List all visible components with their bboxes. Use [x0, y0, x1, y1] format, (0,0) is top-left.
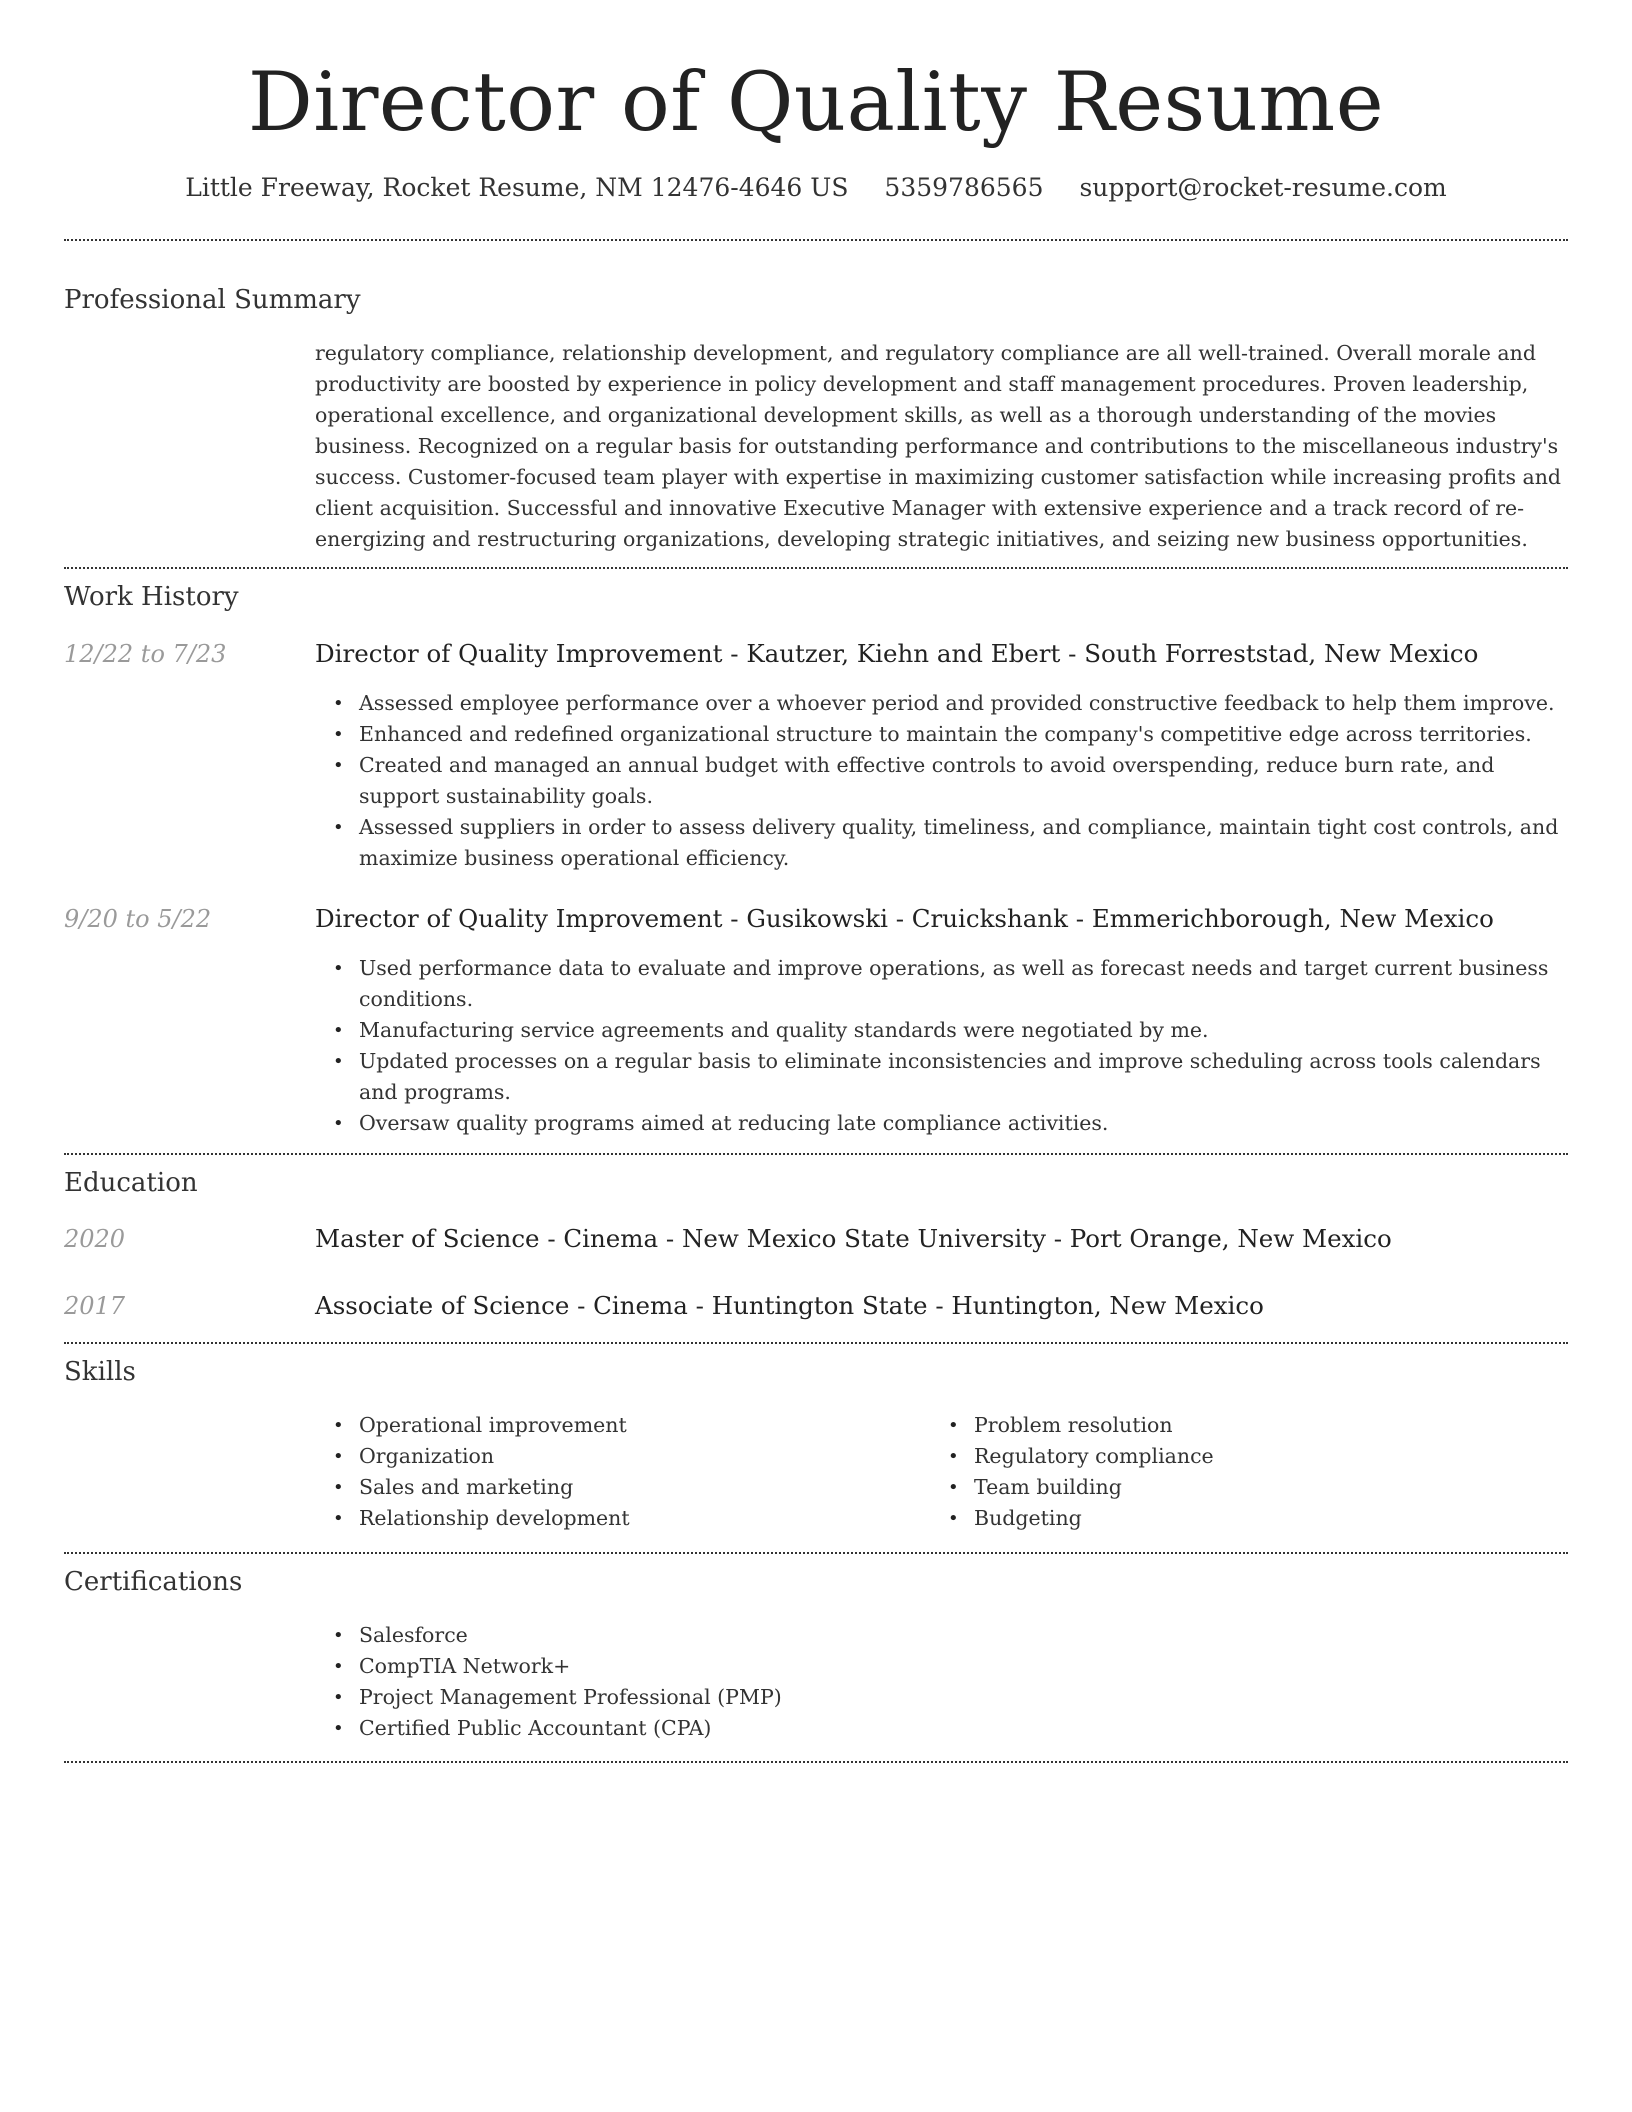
- job-title: Director of Quality Improvement: [315, 904, 723, 933]
- education-heading: [315, 1289, 1570, 1323]
- job-bullets: [315, 688, 1570, 874]
- list-item: • Assessed employee performance over a whoever period and provided constructive feedback to help them improve.: [359, 688, 1570, 719]
- job-dates: 9/20 to 5/22: [64, 905, 212, 933]
- skills-list-right: [930, 1410, 1530, 1534]
- divider: [64, 1342, 1568, 1344]
- list-item: • CompTIA Network+: [359, 1651, 1570, 1682]
- education-heading: [315, 1222, 1570, 1256]
- education-school-location: - Huntington State - Huntington, New Mexico: [687, 1291, 1264, 1320]
- skills-list-left: [315, 1410, 915, 1534]
- section-heading-summary: Professional Summary: [64, 285, 361, 315]
- list-item: • Manufacturing service agreements and quality standards were negotiated by me.: [359, 1015, 1570, 1046]
- education-degree: Associate of Science - Cinema: [315, 1291, 688, 1320]
- job-heading: [315, 637, 1570, 671]
- education-year: 2020: [64, 1225, 126, 1253]
- job-heading: [315, 902, 1570, 936]
- certifications-list: [315, 1620, 1570, 1744]
- list-item: • Enhanced and redefined organizational structure to maintain the company's competitive edge across territories.: [359, 719, 1570, 750]
- list-item: • Sales and marketing: [359, 1472, 915, 1503]
- job-title: Director of Quality Improvement: [315, 639, 723, 668]
- divider: [64, 239, 1568, 241]
- divider: [64, 567, 1568, 569]
- list-item: • Operational improvement: [359, 1410, 915, 1441]
- list-item: • Project Management Professional (PMP): [359, 1682, 1570, 1713]
- section-heading-skills: Skills: [64, 1357, 136, 1387]
- job-bullets: [315, 953, 1570, 1139]
- page-title: Director of Quality Resume: [247, 56, 1385, 150]
- education-school-location: - New Mexico State University - Port Orange, New Mexico: [658, 1224, 1392, 1253]
- list-item: • Regulatory compliance: [974, 1441, 1530, 1472]
- contact-line: [64, 170, 1568, 206]
- section-heading-certifications: Certifications: [64, 1567, 243, 1597]
- address: Little Freeway, Rocket Resume, NM 12476-4646 US: [185, 173, 849, 202]
- job-dates: 12/22 to 7/23: [64, 640, 227, 668]
- list-item: • Created and managed an annual budget with effective controls to avoid overspending, reduce burn rate, and support sustainability goals.: [359, 750, 1570, 812]
- education-degree: Master of Science - Cinema: [315, 1224, 659, 1253]
- job-employer-location: - Kautzer, Kiehn and Ebert - South Forreststad, New Mexico: [722, 639, 1479, 668]
- phone: 5359786565: [884, 173, 1044, 202]
- section-heading-work-history: Work History: [64, 582, 239, 612]
- list-item: • Used performance data to evaluate and improve operations, as well as forecast needs and target current business conditions.: [359, 953, 1570, 1015]
- list-item: • Problem resolution: [974, 1410, 1530, 1441]
- list-item: • Assessed suppliers in order to assess delivery quality, timeliness, and compliance, maintain tight cost controls, and maximize business operational efficiency.: [359, 812, 1570, 874]
- divider: [64, 1552, 1568, 1554]
- list-item: • Relationship development: [359, 1503, 915, 1534]
- divider: [64, 1153, 1568, 1155]
- divider: [64, 1761, 1568, 1763]
- summary-text: regulatory compliance, relationship development, and regulatory compliance are all well-trained. Overall morale and productivity are boosted by experience in policy development and staff management procedures. Proven leadership, operational excellence, and organizational development skills, as well as a thorough understanding of the movies business. Recognized on a regular basis for outstanding performance and contributions to the miscellaneous industry's success. Customer-focused team player with expertise in maximizing customer satisfaction while increasing profits and client acquisition. Successful and innovative Executive Manager with extensive experience and a track record of re-energizing and restructuring organizations, developing strategic initiatives, and seizing new business opportunities.: [315, 341, 1562, 551]
- list-item: • Certified Public Accountant (CPA): [359, 1713, 1570, 1744]
- education-year: 2017: [64, 1292, 126, 1320]
- section-heading-education: Education: [64, 1168, 198, 1198]
- list-item: • Salesforce: [359, 1620, 1570, 1651]
- list-item: • Team building: [974, 1472, 1530, 1503]
- list-item: • Updated processes on a regular basis to eliminate inconsistencies and improve scheduling across tools calendars and programs.: [359, 1046, 1570, 1108]
- email: support@rocket-resume.com: [1079, 173, 1447, 202]
- resume-page: [64, 0, 1568, 2112]
- list-item: • Oversaw quality programs aimed at reducing late compliance activities.: [359, 1108, 1570, 1139]
- list-item: • Budgeting: [974, 1503, 1530, 1534]
- job-employer-location: - Gusikowski - Cruickshank - Emmerichborough, New Mexico: [722, 904, 1494, 933]
- list-item: • Organization: [359, 1441, 915, 1472]
